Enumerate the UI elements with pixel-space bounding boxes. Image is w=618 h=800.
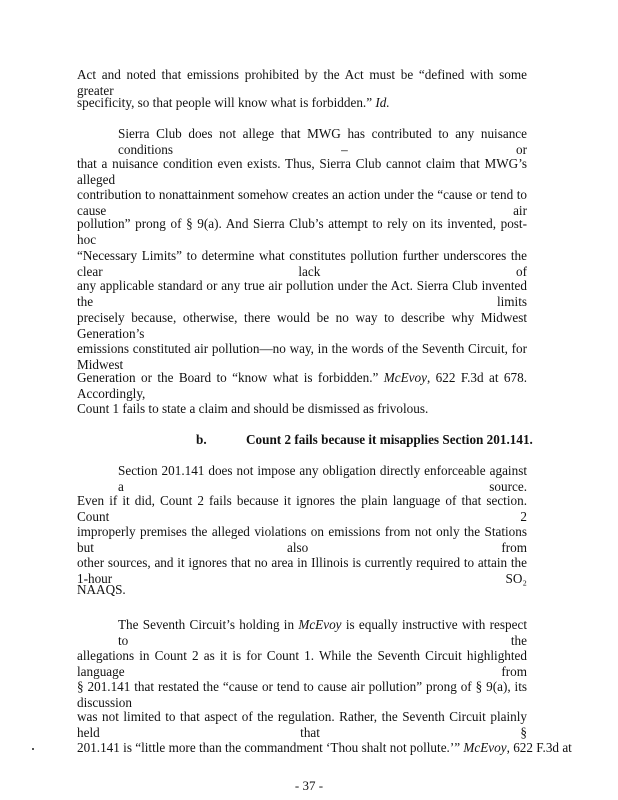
text-line: Act and noted that emissions prohibited by the Act must be “defined with some greater: [77, 67, 527, 98]
text-line: pollution” prong of § 9(a). And Sierra Club’s attempt to rely on its invented, post-hoc: [77, 216, 527, 247]
page-number: - 37 -: [294, 778, 324, 793]
text-line: NAAQS.: [77, 582, 126, 597]
text-line: The Seventh Circuit’s holding in McEvoy is equally instructive with respect to the: [118, 617, 527, 648]
case-citation: McEvoy: [463, 740, 507, 755]
text-line: Section 201.141 does not impose any obligation directly enforceable against a source.: [118, 463, 527, 494]
text-line: “Necessary Limits” to determine what constitutes pollution further underscores the clear lack of: [77, 248, 527, 279]
text-line: Generation or the Board to “know what is forbidden.” McEvoy, 622 F.3d at 678. Accordingly,: [77, 370, 527, 401]
case-citation: Id.: [375, 95, 390, 110]
text-line: precisely because, otherwise, there would be no way to describe why Midwest Generation’s: [77, 310, 527, 341]
text-line: improperly premises the alleged violations on emissions from not only the Stations but also from: [77, 524, 527, 555]
heading-text: Count 2 fails because it misapplies Section 201.141.: [246, 432, 533, 447]
heading-label: b.: [196, 432, 207, 447]
text-line: specificity, so that people will know what is forbidden.” Id.: [77, 95, 390, 110]
scan-speck: [32, 748, 34, 750]
text-line: 201.141 is “little more than the commandment ‘Thou shalt not pollute.’” McEvoy, 622 F.3d at: [77, 740, 572, 755]
text-line: allegations in Count 2 as it is for Count 1. While the Seventh Circuit highlighted language from: [77, 648, 527, 679]
text-line: other sources, and it ignores that no area in Illinois is currently required to attain the 1-hour SO₂: [77, 555, 527, 586]
text-line: that a nuisance condition even exists. Thus, Sierra Club cannot claim that MWG’s alleged: [77, 156, 527, 187]
text-line: any applicable standard or any true air pollution under the Act. Sierra Club invented the limits: [77, 278, 527, 309]
section-heading: [196, 432, 533, 448]
case-citation: McEvoy: [383, 370, 427, 385]
text-line: was not limited to that aspect of the regulation. Rather, the Seventh Circuit plainly held that §: [77, 709, 527, 740]
case-citation: McEvoy: [298, 617, 342, 632]
text-line: Sierra Club does not allege that MWG has contributed to any nuisance conditions – or: [118, 126, 527, 157]
text-line: Count 1 fails to state a claim and should be dismissed as frivolous.: [77, 401, 429, 416]
text-line: emissions constituted air pollution—no way, in the words of the Seventh Circuit, for Midwest: [77, 341, 527, 372]
text-line: § 201.141 that restated the “cause or tend to cause air pollution” prong of § 9(a), its discussion: [77, 679, 527, 710]
text-line: Even if it did, Count 2 fails because it ignores the plain language of that section. Count 2: [77, 493, 527, 524]
text-line: contribution to nonattainment somehow creates an action under the “cause or tend to cause air: [77, 187, 527, 218]
